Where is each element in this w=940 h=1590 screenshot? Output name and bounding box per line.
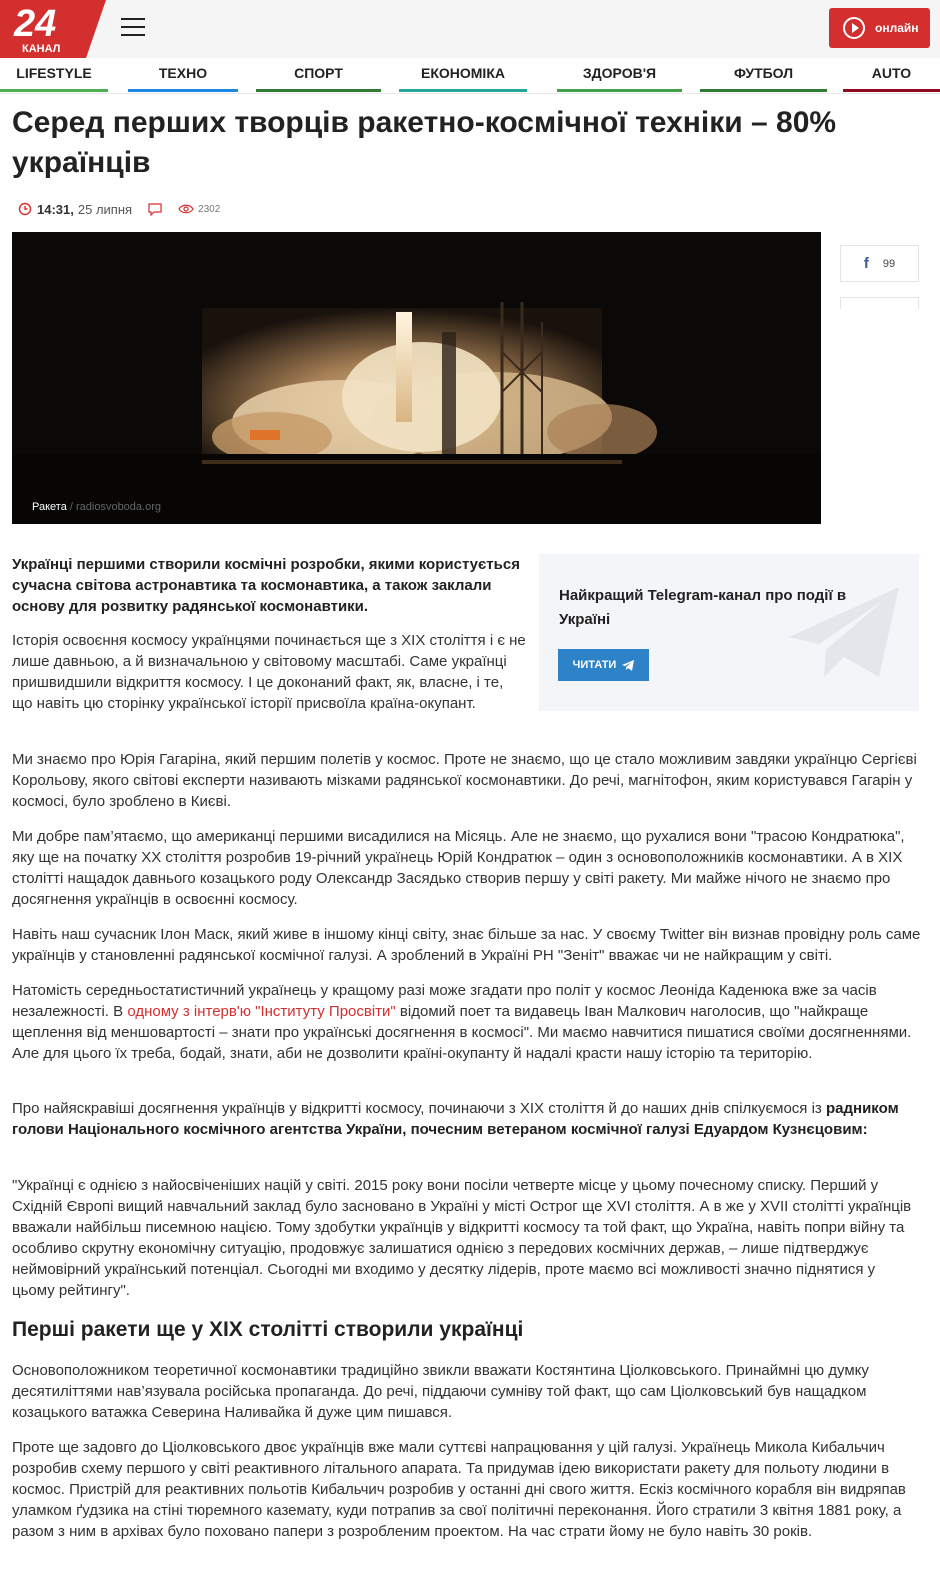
nav-label: AUTO <box>871 65 912 81</box>
paragraph-text: Натомість середньостатистичний українець у кращому разі може згадати про політ у космос Леоніда Каденюка вже за часів незалежності. В <box>12 982 877 1020</box>
nav-item-sport[interactable] <box>256 58 381 92</box>
telegram-title: Найкращий Telegram-канал про події в Україні <box>559 587 847 628</box>
nav-label: ФУТБОЛ <box>733 65 794 81</box>
nav-label: ЕКОНОМІКА <box>421 65 505 81</box>
telegram-icon <box>622 660 634 671</box>
telegram-button-label: ЧИТАТИ <box>572 659 617 671</box>
caption-text: Ракета <box>32 501 67 513</box>
article-paragraph-5 <box>12 980 922 1064</box>
nav-item-football[interactable] <box>700 58 827 92</box>
eye-icon <box>178 203 194 215</box>
nav-label: ТЕХНО <box>158 65 208 81</box>
facebook-share-count: 99 <box>882 257 896 270</box>
telegram-promo <box>539 554 919 711</box>
article-title: Серед перших творців ракетно-космічної техніки – 80% українців <box>12 106 837 179</box>
article-lead: Українці першими створили космічні розробки, якими користується сучасна світова астронавтика та космонавтика, а також заклали основу для розвитку радянської космонавтики. <box>12 556 520 615</box>
article-meta <box>18 200 220 218</box>
publish-time: 14:31, <box>37 201 74 217</box>
paragraph-text: Про найяскравіші досягнення українців у відкритті космосу, починаючи з XIX століття й до наших днів спілкуємося із <box>12 1100 826 1117</box>
article-paragraph-3: Ми добре пам’ятаємо, що американці першими висадилися на Місяць. Але не знаємо, що рухалися вони "трасою Кондратюка", яку ще на початку ХХ століття розробив 19-річний українець Юрій Кондратюк – один з основоположників космонавтики. А в XIX столітті нащадок давнього козацького роду Олександр Засядько створив першу у світі ракету. Ми майже нічого не знаємо про досягнення українців в освоєнні космосу. <box>12 828 905 908</box>
logo-word: КАНАЛ <box>22 43 61 55</box>
nav-label: СПОРТ <box>294 65 343 81</box>
category-nav <box>0 58 940 94</box>
logo-number: 24 <box>14 3 57 45</box>
article-image <box>12 232 821 524</box>
article-paragraph-4: Навіть наш сучасник Ілон Маск, який живе в іншому кінці світу, знає більше за нас. У своєму Twitter він визнав провідну роль саме українців у становленні радянської космічної галузі. А зроблений в Україні РН "Зеніт" вважає чи не найкращим у світі. <box>12 926 921 964</box>
caption-source: / radiosvoboda.org <box>69 501 161 513</box>
telegram-read-button[interactable] <box>558 649 649 681</box>
comment-icon[interactable] <box>148 203 162 216</box>
site-header <box>0 0 940 58</box>
nav-item-auto[interactable] <box>843 58 940 92</box>
online-button[interactable] <box>829 8 930 48</box>
site-logo[interactable] <box>0 0 106 58</box>
nav-label: LIFESTYLE <box>16 65 92 81</box>
rocket-launch-photo <box>12 232 821 524</box>
paragraph-text: відомий поет та видавець Іван Малкович наголосив, що "найкраще щеплення від меншовартості – знати про українські досягнення в космосі". Ми маємо навчитися пишатися своїми досягненнями. Але для цього їх треба, бодай, знати, аби не дозволити країні-окупанту й надалі красти нашу історію та територію. <box>12 1003 912 1062</box>
facebook-share-button[interactable] <box>840 245 919 282</box>
nav-item-economy[interactable] <box>399 58 527 92</box>
share-button-secondary[interactable] <box>840 297 919 309</box>
online-label: онлайн <box>875 21 919 35</box>
image-caption <box>32 501 161 513</box>
article-paragraph-6 <box>12 1098 922 1140</box>
article-quote: "Українці є однією з найосвіченіших націй у світі. 2015 року вони посіли четверте місце у цьому почесному списку. Перший у Східній Європі вищий навчальний заклад було засновано в Україні у місті Острог ще XVI століття. А в же у XVII столітті українців вважали найбільш писемною нацією. Тому здобутки українців у відкритті космосу та той факт, що Україна, навіть попри війну та особливо скрутну економічну ситуацію, продовжує залишатися однією з передових космічних держав, – лише підтверджує неймовірний український потенціал. Сьогодні ми входимо у десятку лідерів, проте маємо всі можливості значно піднятися у цьому рейтингу". <box>12 1177 912 1299</box>
article-paragraph-9: Проте ще задовго до Ціолковського двоє українців вже мали суттєві напрацювання у цій галузі. Українець Микола Кибальчич розробив схему першого у світі реактивного літального апарата. Та придумав ідею використати ракету для польоту людини в космос. Пристрій для реактивних польотів Кибальчич розробив у останні дні свого життя. Ескіз космічного корабля він видряпав уламком ґудзика на стіні тюремного каземату, куди потрапив за свої політичні переконання. Його стратили 3 квітня 1881 року, а разом з ним в архівах було поховано папери з розробленим проектом. На час страти йому не було навіть 30 років. <box>12 1439 906 1540</box>
article-paragraph-2: Ми знаємо про Юрія Гагаріна, який першим полетів у космос. Проте не знаємо, що це стало можливим завдяки українцю Сергієві Корольову, якого світові експерти називають мізками радянської космонавтики. До речі, магнітофон, яким користувався Гагарін у космосі, було зроблено в Києві. <box>12 751 917 810</box>
logo-mark <box>0 0 106 58</box>
nav-item-lifestyle[interactable] <box>0 58 108 92</box>
clock-icon <box>18 202 32 216</box>
menu-icon[interactable] <box>121 18 145 38</box>
nav-item-techno[interactable] <box>128 58 238 92</box>
publish-date: 25 липня <box>77 201 133 217</box>
view-count: 2302 <box>198 203 221 215</box>
interview-link[interactable]: одному з інтерв'ю "Інституту Просвіти" <box>127 1003 396 1020</box>
section-heading: Перші ракети ще у XIX столітті створили українці <box>12 1318 524 1341</box>
facebook-icon: f <box>863 255 869 272</box>
expert-name: радником голови Національного космічного агентства України, почесним ветераном космічної галузі Едуардом Кузнєцовим: <box>12 1100 899 1138</box>
play-icon <box>843 17 865 39</box>
article-paragraph-1: Історія освоєння космосу українцями починається ще з XIX століття і є не лише давньою, а й визначальною у світовому масштабі. Саме українці пришвидшили відкриття космосу. І це доконаний факт, як, власне, і те, що навіть цю сторінку української історії присвоїла країна-окупант. <box>12 632 526 712</box>
nav-label: ЗДОРОВ'Я <box>582 65 657 81</box>
article-paragraph-8: Основоположником теоретичної космонавтики традиційно звикли вважати Костянтина Ціолковського. Принаймні цю думку десятиліттями нав’язувала російська пропаганда. До речі, піддаючи сумніву той факт, що сам Ціолковський був нащадком козацького ватажка Северина Наливайка й дуже цим пишався. <box>12 1362 869 1421</box>
nav-item-health[interactable] <box>557 58 682 92</box>
